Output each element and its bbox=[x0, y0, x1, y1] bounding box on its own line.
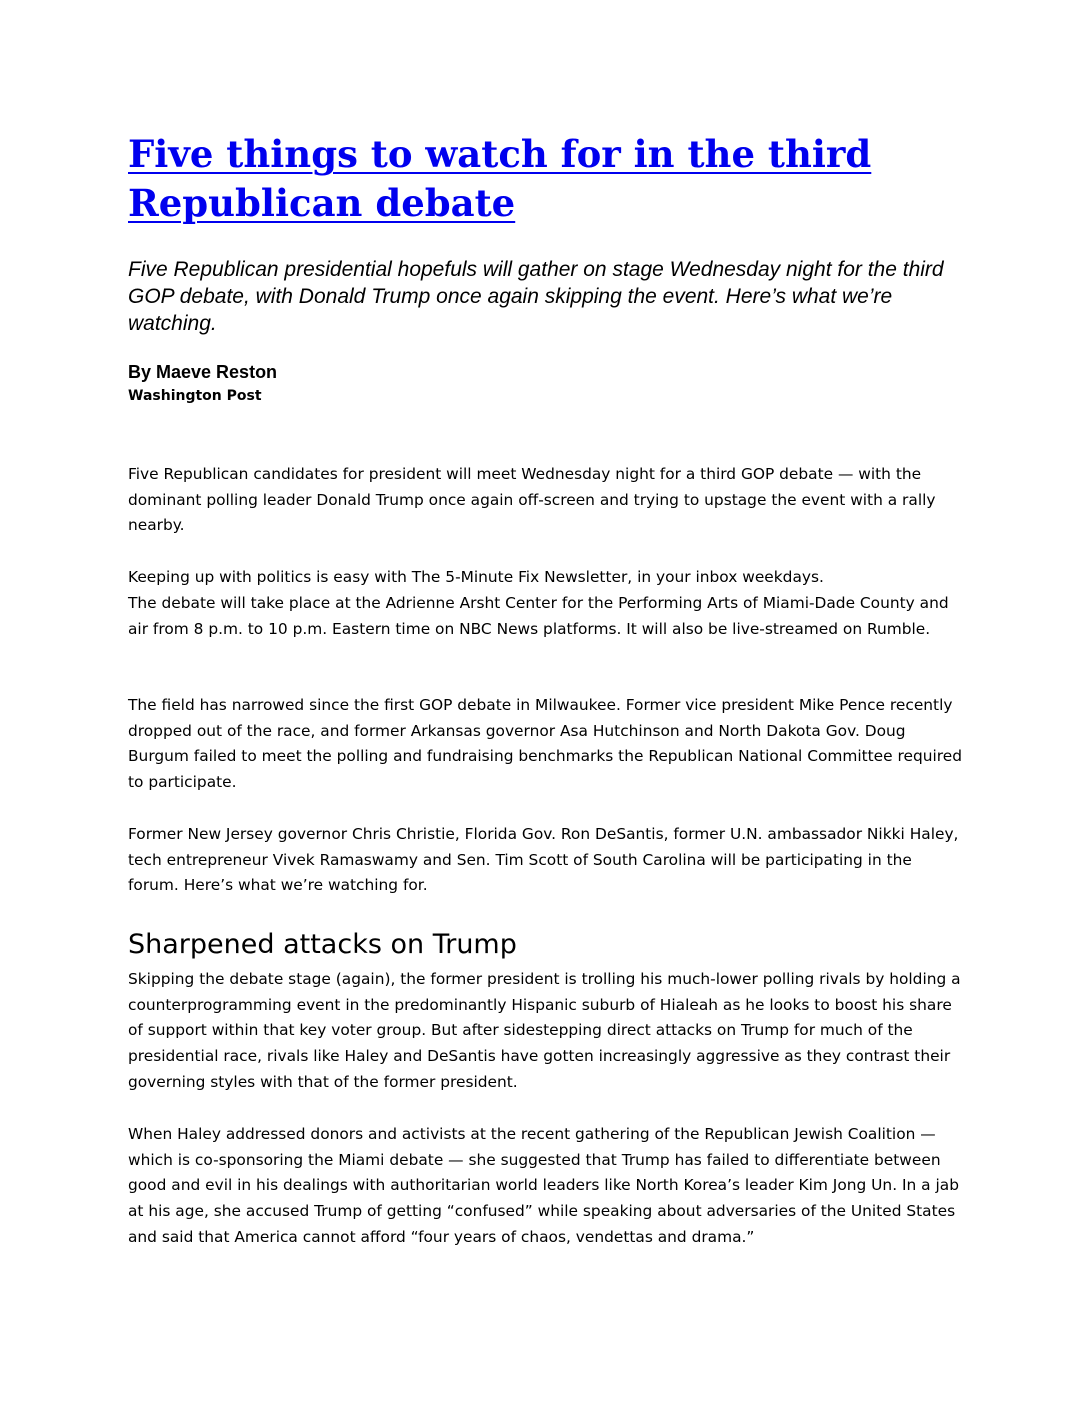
body-paragraph-3: The field has narrowed since the first GOP debate in Milwaukee. Former vice president Mike Pence recently dropped out of the race, and former Arkansas governor Asa Hutchinson and North Dakota Gov. Doug Burgum failed to meet the polling and fundraising benchmarks the Republican National Committee required to participate. bbox=[128, 696, 963, 792]
section-paragraph-2: When Haley addressed donors and activists at the recent gathering of the Republican Jewish Coalition — which is co-sponsoring the Miami debate — she suggested that Trump has failed to differentiate between good and evil in his dealings with authoritarian world leaders like North Korea’s leader Kim Jong Un. In a jab at his age, she accused Trump of getting “confused” while speaking about adversaries of the United States and said that America cannot afford “four years of chaos, vendettas and drama.” bbox=[128, 1125, 959, 1246]
body-paragraph-1: Five Republican candidates for president will meet Wednesday night for a third GOP debate — with the dominant polling leader Donald Trump once again off-screen and trying to upstage the event with a rally nearby. bbox=[128, 465, 936, 535]
headline-link[interactable]: Five things to watch for in the third Republican debate bbox=[128, 132, 872, 225]
body-paragraph-4: Former New Jersey governor Chris Christie, Florida Gov. Ron DeSantis, former U.N. ambassador Nikki Haley, tech entrepreneur Vivek Ramaswamy and Sen. Tim Scott of South Carolina will be participating in the forum. Here’s what we’re watching for. bbox=[128, 825, 959, 895]
publication-name: Washington Post bbox=[128, 388, 262, 404]
section-paragraph-1: Skipping the debate stage (again), the former president is trolling his much-lower polling rivals by holding a counterprogramming event in the predominantly Hispanic suburb of Hialeah as he looks to boost his share of support within that key voter group. But after sidestepping direct attacks on Trump for much of the presidential race, rivals like Haley and DeSantis have gotten increasingly aggressive as they contrast their governing styles with that of the former president. bbox=[128, 970, 961, 1091]
body-paragraph-2: The debate will take place at the Adrienne Arsht Center for the Performing Arts of Miami-Dade County and air from 8 p.m. to 10 p.m. Eastern time on NBC News platforms. It will also be live-streamed on Rumble. bbox=[128, 594, 949, 638]
byline: By Maeve Reston bbox=[128, 362, 278, 382]
article-dek: Five Republican presidential hopefuls will gather on stage Wednesday night for the third GOP debate, with Donald Trump once again skipping the event. Here’s what we’re watching. bbox=[128, 258, 944, 335]
section-heading: Sharpened attacks on Trump bbox=[128, 929, 517, 960]
newsletter-promo: Keeping up with politics is easy with The 5-Minute Fix Newsletter, in your inbox weekdays. bbox=[128, 568, 824, 586]
